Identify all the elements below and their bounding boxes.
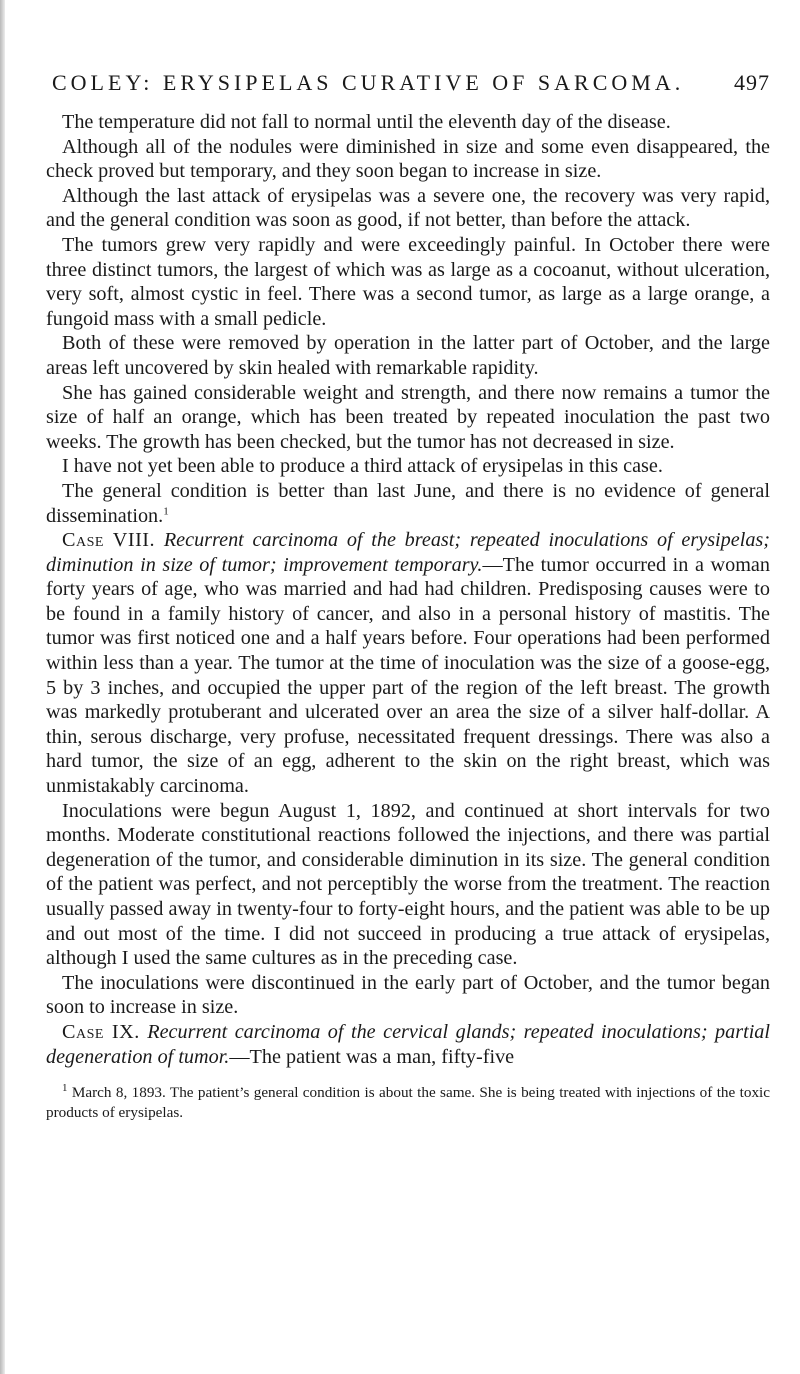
paragraph: Both of these were removed by operation in the latter part of October, and the large areas left uncovered by skin healed with remarkable rapidity. bbox=[46, 332, 770, 379]
case-ix-text: —The patient was a man, fifty-five bbox=[229, 1045, 515, 1068]
paragraph: Although all of the nodules were diminished in size and some even disappeared, the check proved but temporary, and they soon began to increase in size. bbox=[46, 135, 770, 183]
footnote-reference: 1 bbox=[163, 504, 169, 517]
paragraph-text: The general condition is better than last June, and there is no evidence of general dissemination. bbox=[46, 479, 770, 527]
paragraph-with-footnote bbox=[46, 479, 770, 528]
paragraph: Although the last attack of erysipelas was a severe one, the recovery was very rapid, and the general condition was soon as good, if not better, than before the attack. bbox=[46, 184, 770, 232]
paragraph: She has gained considerable weight and strength, and there now remains a tumor the size of half an orange, which has been treated by repeated inoculation the past two weeks. The growth has been checked, but the tumor has not decreased in size. bbox=[46, 381, 770, 453]
footnote-marker: 1 bbox=[62, 1082, 68, 1095]
case-ix-label: Case IX. bbox=[62, 1020, 140, 1043]
paragraph: The temperature did not fall to normal until the eleventh day of the disease. bbox=[62, 111, 671, 133]
running-header-title: COLEY: ERYSIPELAS CURATIVE OF SARCOMA. bbox=[52, 70, 685, 95]
page-number: 497 bbox=[734, 70, 770, 95]
book-page bbox=[46, 70, 770, 1138]
case-viii-text: —The tumor occurred in a woman forty years of age, who was married and had had children. Predisposing causes were to be found in a family history of cancer, and also in a personal history of mastitis. The tumor was first noticed one and a half years before. Four operations had been performed within less than a year. The tumor at the time of inoculation was the size of a goose-egg, 5 by 3 inches, and occupied the upper part of the region of the left breast. The growth was markedly protuberant and ulcerated over an area the size of a silver half-dollar. A thin, serous discharge, very profuse, necessitated frequent dressings. There was also a hard tumor, the size of an egg, adherent to the skin on the right breast, which was unmistakably carcinoma. bbox=[46, 553, 770, 798]
case-viii-label: Case VIII. bbox=[62, 529, 156, 552]
running-header bbox=[52, 70, 770, 96]
case-viii-paragraph bbox=[46, 528, 770, 799]
page-edge-shadow bbox=[0, 0, 5, 1374]
footnote-text: March 8, 1893. The patient’s general condition is about the same. She is being treated with injections of the toxic products of erysipelas. bbox=[46, 1084, 770, 1122]
case-ix-paragraph bbox=[46, 1020, 770, 1069]
paragraph: The tumors grew very rapidly and were exceedingly painful. In October there were three distinct tumors, the largest of which was as large as a cocoanut, without ulceration, very soft, almost cystic in feel. There was a second tumor, as large as a large orange, a fungoid mass with a small pedicle. bbox=[46, 233, 770, 330]
body-text bbox=[46, 110, 770, 1069]
paragraph: I have not yet been able to produce a third attack of erysipelas in this case. bbox=[62, 455, 663, 478]
case-viii-title: Recurrent carcinoma of the breast; repeated inoculations of erysipelas; diminution in size of tumor; improvement temporary. bbox=[46, 529, 770, 576]
paragraph: The inoculations were discontinued in the early part of October, and the tumor began soon to increase in size. bbox=[46, 971, 770, 1019]
case-ix-title: Recurrent carcinoma of the cervical glands; repeated inoculations; partial degeneration of tumor. bbox=[46, 1020, 771, 1068]
footnote bbox=[46, 1083, 770, 1123]
paragraph: Inoculations were begun August 1, 1892, and continued at short intervals for two months. Moderate constitutional reactions followed the injections, and there was partial degeneration of the tumor, and considerable diminution in its size. The general condition of the patient was perfect, and not perceptibly the worse from the treatment. The reaction usually passed away in twenty-four to forty-eight hours, and the patient was able to be up and out most of the time. I did not succeed in producing a true attack of erysipelas, although I used the same cultures as in the preceding case. bbox=[46, 799, 770, 970]
